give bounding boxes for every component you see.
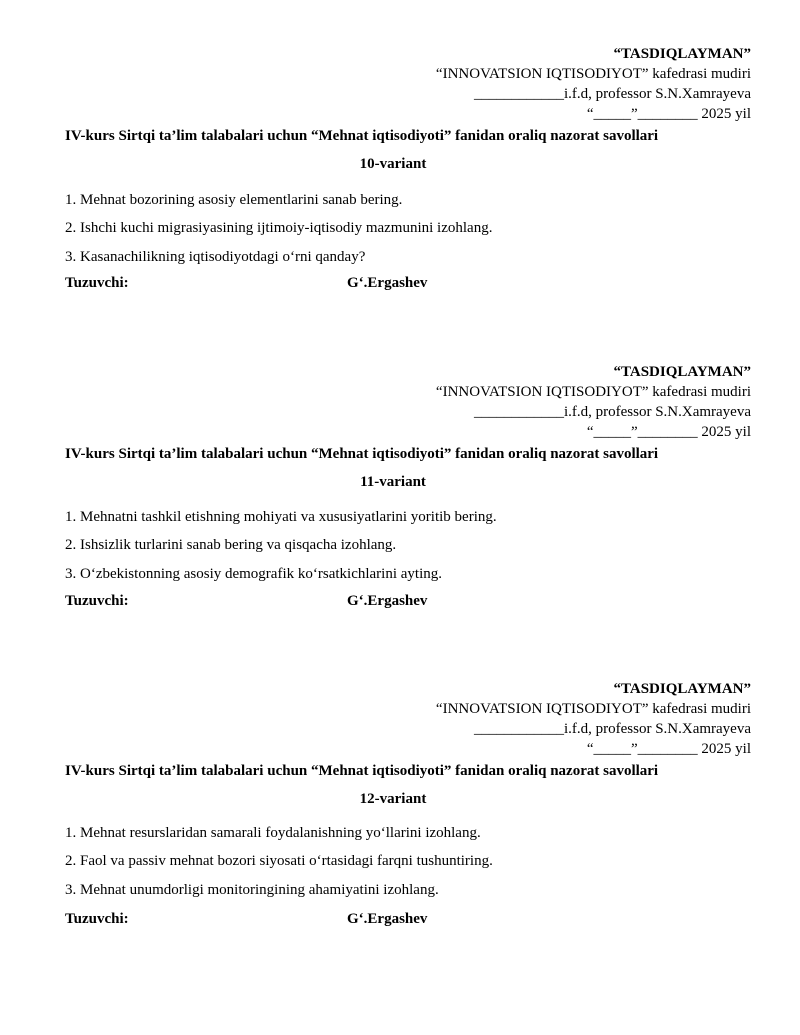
approval-stamp [436, 679, 751, 759]
author-label: Tuzuvchi: [65, 911, 129, 927]
variant-label: 10-variant [359, 156, 427, 172]
question-item: 2. Ishsizlik turlarini sanab bering va qisqacha izohlang. [65, 537, 397, 553]
question-item: 1. Mehnatni tashkil etishning mohiyati va xususiyatlarini yoritib bering. [65, 509, 497, 525]
question-item: 2. Faol va passiv mehnat bozori siyosati o‘rtasidagi farqni tushuntiring. [65, 853, 493, 869]
author-name: G‘.Ergashev [347, 911, 428, 927]
approval-date-line: “_____”________ 2025 yil [586, 741, 751, 757]
variant-block-12 [0, 679, 800, 999]
approval-heading: “TASDIQLAYMAN” [613, 681, 751, 697]
document-title: IV-kurs Sirtqi ta’lim talabalari uchun “Mehnat iqtisodiyoti” fanidan oraliq nazorat savollari [65, 763, 659, 779]
approval-stamp [436, 44, 751, 124]
author-label: Tuzuvchi: [65, 275, 129, 291]
variant-block-11 [0, 362, 800, 682]
document-title: IV-kurs Sirtqi ta’lim talabalari uchun “Mehnat iqtisodiyoti” fanidan oraliq nazorat savollari [65, 128, 659, 144]
document-title: IV-kurs Sirtqi ta’lim talabalari uchun “Mehnat iqtisodiyoti” fanidan oraliq nazorat savollari [65, 446, 659, 462]
approval-department: “INNOVATSION IQTISODIYOT” kafedrasi mudiri [435, 701, 751, 717]
author-label: Tuzuvchi: [65, 593, 129, 609]
question-item: 2. Ishchi kuchi migrasiyasining ijtimoiy-iqtisodiy mazmunini izohlang. [65, 220, 493, 236]
variant-label: 12-variant [359, 791, 427, 807]
variant-block-10 [0, 44, 800, 364]
approval-heading: “TASDIQLAYMAN” [613, 46, 751, 62]
approval-date-line: “_____”________ 2025 yil [586, 424, 751, 440]
question-item: 3. O‘zbekistonning asosiy demografik ko‘rsatkichlarini ayting. [65, 566, 442, 582]
approval-department: “INNOVATSION IQTISODIYOT” kafedrasi mudiri [435, 66, 751, 82]
approval-department: “INNOVATSION IQTISODIYOT” kafedrasi mudiri [435, 384, 751, 400]
question-item: 3. Mehnat unumdorligi monitoringining ahamiyatini izohlang. [65, 882, 439, 898]
approval-date-line: “_____”________ 2025 yil [586, 106, 751, 122]
author-name: G‘.Ergashev [347, 275, 428, 291]
question-item: 1. Mehnat resurslaridan samarali foydalanishning yo‘llarini izohlang. [65, 825, 481, 841]
variant-label: 11-variant [360, 474, 426, 490]
approval-heading: “TASDIQLAYMAN” [613, 364, 751, 380]
author-name: G‘.Ergashev [347, 593, 428, 609]
question-item: 1. Mehnat bozorining asosiy elementlarini sanab bering. [65, 192, 403, 208]
approval-signature-line: ____________i.f.d, professor S.N.Xamrayeva [473, 86, 751, 102]
approval-stamp [436, 362, 751, 442]
approval-signature-line: ____________i.f.d, professor S.N.Xamrayeva [473, 404, 751, 420]
approval-signature-line: ____________i.f.d, professor S.N.Xamrayeva [473, 721, 751, 737]
question-item: 3. Kasanachilikning iqtisodiyotdagi o‘rni qanday? [65, 249, 366, 265]
